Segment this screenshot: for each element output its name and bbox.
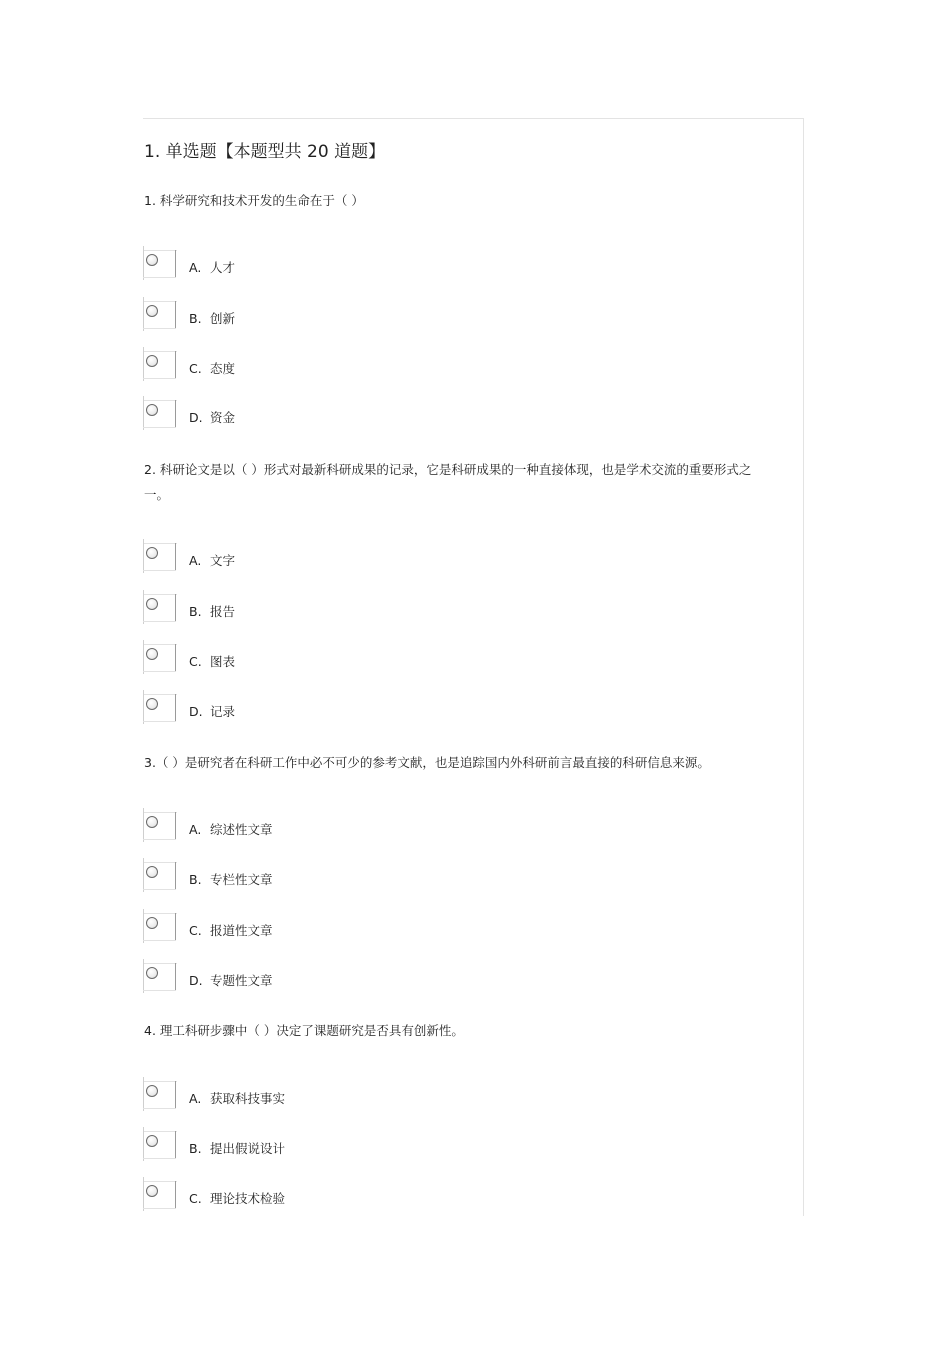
option-letter: D. <box>189 410 203 425</box>
radio-button[interactable] <box>143 640 177 674</box>
radio-button[interactable] <box>143 808 177 842</box>
radio-circle-icon <box>146 1085 158 1097</box>
option-label: 人才 <box>210 260 236 275</box>
option-label: 专栏性文章 <box>210 872 273 887</box>
option-letter: B. <box>189 311 202 326</box>
q4-option-c[interactable] <box>143 1177 543 1211</box>
option-label: 资金 <box>210 410 236 425</box>
option-letter: C. <box>189 361 202 376</box>
q1-option-d[interactable] <box>143 396 543 430</box>
option-letter: B. <box>189 1141 202 1156</box>
q1-option-b[interactable] <box>143 297 543 331</box>
q4-option-b[interactable] <box>143 1127 543 1161</box>
radio-circle-icon <box>146 1135 158 1147</box>
question-4-text: 4. 理工科研步骤中（ ）决定了课题研究是否具有创新性。 <box>144 1023 464 1038</box>
radio-button[interactable] <box>143 690 177 724</box>
q2-option-c[interactable] <box>143 640 543 674</box>
radio-circle-icon <box>146 305 158 317</box>
q2-option-d[interactable] <box>143 690 543 724</box>
option-label: 图表 <box>210 654 236 669</box>
option-label: 获取科技事实 <box>210 1091 286 1106</box>
radio-button[interactable] <box>143 858 177 892</box>
option-letter: B. <box>189 872 202 887</box>
radio-circle-icon <box>146 1185 158 1197</box>
radio-button[interactable] <box>143 347 177 381</box>
option-label: 记录 <box>210 704 236 719</box>
option-letter: D. <box>189 704 203 719</box>
radio-circle-icon <box>146 917 158 929</box>
radio-circle-icon <box>146 816 158 828</box>
option-label: 创新 <box>210 311 236 326</box>
radio-circle-icon <box>146 355 158 367</box>
option-letter: B. <box>189 604 202 619</box>
q1-option-a[interactable] <box>143 246 543 280</box>
q3-option-d[interactable] <box>143 959 543 993</box>
option-letter: D. <box>189 973 203 988</box>
radio-button[interactable] <box>143 1127 177 1161</box>
option-letter: C. <box>189 923 202 938</box>
question-2-text: 2. 科研论文是以（ ）形式对最新科研成果的记录，它是科研成果的一种直接体现，也是学术交流的重要形式之一。 <box>144 462 752 502</box>
q1-option-c[interactable] <box>143 347 543 381</box>
radio-button[interactable] <box>143 297 177 331</box>
radio-circle-icon <box>146 698 158 710</box>
section-title: 1. 单选题【本题型共 20 道题】 <box>144 142 386 162</box>
option-label: 综述性文章 <box>210 822 273 837</box>
radio-circle-icon <box>146 967 158 979</box>
option-letter: A. <box>189 822 202 837</box>
option-label: 态度 <box>210 361 236 376</box>
option-letter: A. <box>189 553 202 568</box>
q2-option-b[interactable] <box>143 590 543 624</box>
radio-button[interactable] <box>143 539 177 573</box>
option-letter: A. <box>189 260 202 275</box>
radio-circle-icon <box>146 404 158 416</box>
radio-button[interactable] <box>143 1177 177 1211</box>
radio-button[interactable] <box>143 396 177 430</box>
radio-button[interactable] <box>143 590 177 624</box>
option-label: 提出假说设计 <box>210 1141 286 1156</box>
radio-circle-icon <box>146 254 158 266</box>
option-label: 文字 <box>210 553 236 568</box>
question-1-text: 1. 科学研究和技术开发的生命在于（ ） <box>144 193 364 208</box>
question-3-text: 3.（ ）是研究者在科研工作中必不可少的参考文献，也是追踪国内外科研前言最直接的科研信息来源。 <box>144 755 710 770</box>
radio-circle-icon <box>146 648 158 660</box>
q4-option-a[interactable] <box>143 1077 543 1111</box>
option-label: 报告 <box>210 604 236 619</box>
radio-button[interactable] <box>143 959 177 993</box>
option-letter: A. <box>189 1091 202 1106</box>
radio-circle-icon <box>146 598 158 610</box>
radio-circle-icon <box>146 547 158 559</box>
option-letter: C. <box>189 1191 202 1206</box>
q3-option-b[interactable] <box>143 858 543 892</box>
option-label: 专题性文章 <box>210 973 273 988</box>
q3-option-c[interactable] <box>143 909 543 943</box>
option-letter: C. <box>189 654 202 669</box>
radio-button[interactable] <box>143 1077 177 1111</box>
radio-button[interactable] <box>143 246 177 280</box>
option-label: 理论技术检验 <box>210 1191 286 1206</box>
q2-option-a[interactable] <box>143 539 543 573</box>
option-label: 报道性文章 <box>210 923 273 938</box>
radio-button[interactable] <box>143 909 177 943</box>
radio-circle-icon <box>146 866 158 878</box>
q3-option-a[interactable] <box>143 808 543 842</box>
